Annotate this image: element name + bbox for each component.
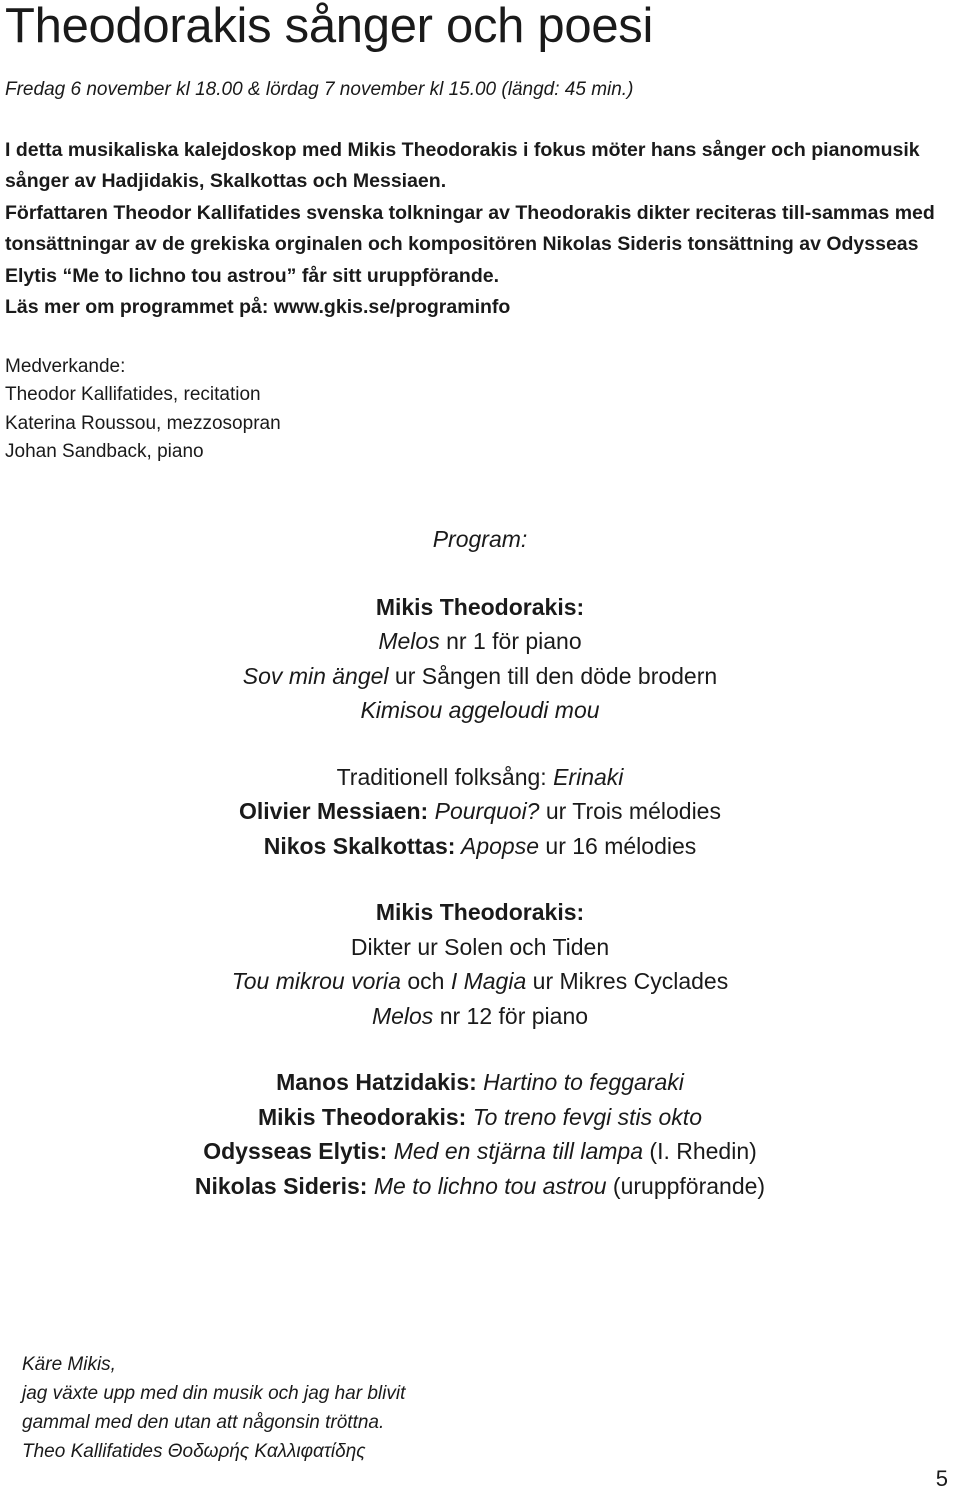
composer-name: Nikos Skalkottas: (263, 832, 456, 859)
program-item: Kimisou aggeloudi mou (360, 697, 600, 723)
work-title: Erinaki (553, 763, 624, 790)
program-item (0, 760, 960, 795)
work-title: Melos (378, 628, 440, 654)
intro-text (5, 135, 955, 323)
work-detail: Traditionell folksång: (336, 763, 554, 790)
composer-name: Manos Hatzidakis: (276, 1069, 477, 1095)
work-title: Apopse (455, 832, 540, 859)
intro-paragraph: Författaren Theodor Kallifatides svenska tolkningar av Theodorakis dikter reciteras till-sammas med tonsättningar av de grekiska orginalen och kompositören Nikolas Sideris tonsättning av Odysseas Elytis “Me to lichno tou astrou” får sitt uruppförande. (5, 201, 935, 287)
dedication-letter (22, 1350, 405, 1466)
program-item (0, 794, 960, 829)
composer-name: Olivier Messiaen: (239, 798, 429, 824)
composer-name: Mikis Theodorakis: (258, 1103, 467, 1130)
page-title: Theodorakis sånger och poesi (5, 0, 654, 53)
work-title: Me to lichno tou astrou (367, 1172, 607, 1199)
composer-name: Odysseas Elytis: (203, 1138, 388, 1164)
work-title: To treno fevgi stis okto (466, 1103, 702, 1130)
work-title: Tou mikrou voria (231, 968, 401, 994)
work-detail: ur Sången till den döde brodern (388, 662, 718, 689)
work-title: Sov min ängel (242, 662, 389, 689)
program-item (0, 999, 960, 1034)
program-heading: Program: (432, 526, 528, 552)
work-detail: nr 1 för piano (439, 628, 582, 654)
work-detail: ur 16 mélodies (539, 832, 697, 859)
program-item: Dikter ur Solen och Tiden (350, 933, 610, 960)
letter-line: jag växte upp med din musik och jag har blivit (22, 1383, 406, 1404)
event-dates: Fredag 6 november kl 18.00 & lördag 7 november kl 15.00 (längd: 45 min.) (5, 79, 634, 100)
cast-member: Katerina Roussou, mezzosopran (5, 412, 281, 434)
program-item (0, 1134, 960, 1169)
work-detail: och (400, 968, 451, 994)
program-item (0, 1169, 960, 1204)
page-number: 5 (935, 1466, 948, 1491)
program-item (0, 624, 960, 659)
cast-member: Theodor Kallifatides, recitation (5, 384, 261, 406)
program-item (0, 659, 960, 694)
program-item (0, 964, 960, 999)
work-detail: ur Mikres Cyclades (526, 968, 729, 994)
work-title: Melos (371, 1002, 434, 1029)
work-title: Med en stjärna till lampa (387, 1138, 644, 1164)
program-info-link-text: Läs mer om programmet på: www.gkis.se/programinfo (5, 296, 511, 319)
cast-heading: Medverkande: (5, 356, 126, 377)
composer-name: Mikis Theodorakis: (375, 899, 585, 925)
cast-member: Johan Sandback, piano (5, 440, 204, 462)
program-item (0, 1100, 960, 1135)
cast-list (5, 353, 281, 466)
intro-paragraph: I detta musikaliska kalejdoskop med Mikis Theodorakis i fokus möter hans sånger och pianomusik sånger av Hadjidakis, Skalkottas och Messiaen. (5, 139, 920, 193)
letter-signature: Theo Kallifatides Θοδωρής Καλλιφατίδης (22, 1441, 366, 1462)
work-title: Hartino to feggaraki (476, 1069, 684, 1095)
program-item (0, 1065, 960, 1100)
program-section (0, 522, 960, 1203)
work-detail: nr 12 för piano (433, 1002, 589, 1029)
work-detail: ur Trois mélodies (539, 798, 721, 824)
work-title: I Magia (450, 968, 527, 994)
composer-name: Mikis Theodorakis: (375, 593, 585, 620)
work-title: Pourquoi? (428, 798, 540, 824)
letter-line: gammal med den utan att någonsin tröttna. (22, 1412, 385, 1433)
letter-line: Käre Mikis, (22, 1354, 116, 1375)
program-item (0, 829, 960, 864)
composer-name: Nikolas Sideris: (194, 1172, 368, 1199)
work-detail: (uruppförande) (606, 1172, 766, 1199)
work-detail: (I. Rhedin) (643, 1138, 757, 1164)
